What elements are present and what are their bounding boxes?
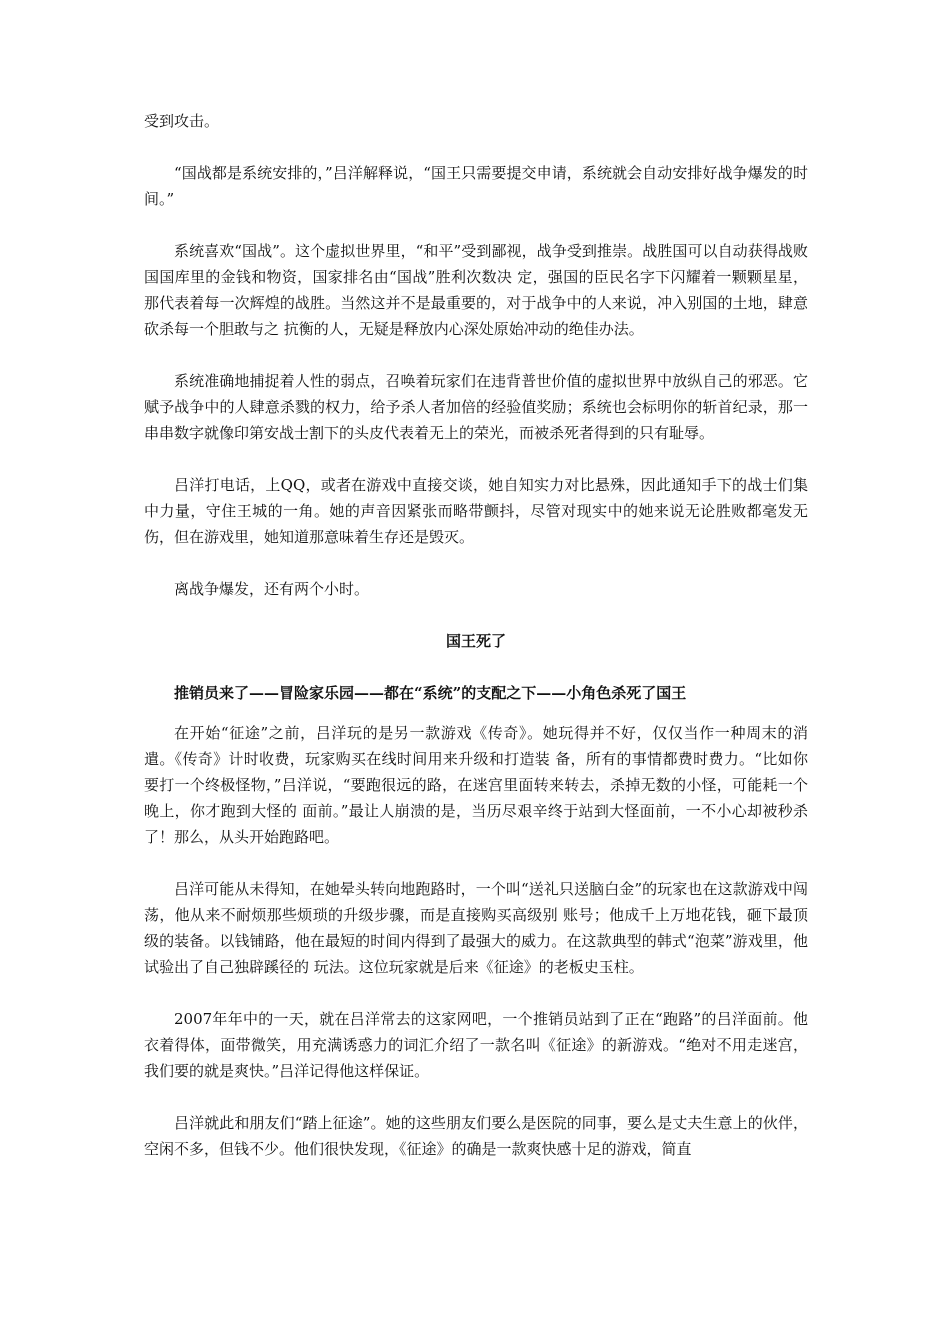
paragraph: 系统准确地捕捉着人性的弱点，召唤着玩家们在违背普世价值的虚拟世界中放纵自己的邪恶。它赋予战争中的人肆意杀戮的权力，给予杀人者加倍的经验值奖励；系统也会标明你的斩首纪录，那一串串数字就像印第安战士割下的头皮代表着无上的荣光，而被杀死者得到的只有耻辱。 — [144, 372, 808, 442]
paragraph: 离战争爆发，还有两个小时。 — [174, 580, 370, 598]
paragraph: 在开始“征途”之前，吕洋玩的是另一款游戏《传奇》。她玩得并不好，仅仅当作一种周末的消遣。《传奇》计时收费，玩家购买在线时间用来升级和打造装 备，所有的事情都费时费力。“比如你要打一个终极怪物，”吕洋说，“要跑很远的路，在迷宫里面转来转去，杀掉无数的小怪，可能耗一个晚上，你才跑到大怪的 面前。”最让人崩溃的是，当历尽艰辛终于站到大怪面前，一不小心却被秒杀了！那么，从头开始跑路吧。 — [144, 724, 808, 846]
paragraph: 系统喜欢“国战”。这个虚拟世界里，“和平”受到鄙视，战争受到推崇。战胜国可以自动获得战败国国库里的金钱和物资，国家排名由“国战”胜利次数决 定，强国的臣民名字下闪耀着一颗颗星星，那代表着每一次辉煌的战胜。当然这并不是最重要的，对于战争中的人来说，冲入别国的土地，肆意砍杀每一个胆敢与之 抗衡的人，无疑是释放内心深处原始冲动的绝佳办法。 — [144, 242, 808, 338]
paragraph-continuation: 受到攻击。 — [144, 112, 220, 130]
section-title: 国王死了 — [445, 632, 506, 650]
paragraph: 吕洋打电话，上QQ，或者在游戏中直接交谈，她自知实力对比悬殊，因此通知手下的战士们集中力量，守住王城的一角。她的声音因紧张而略带颤抖，尽管对现实中的她来说无论胜败都毫发无伤，但在游戏里，她知道那意味着生存还是毁灭。 — [144, 476, 808, 546]
paragraph: 吕洋就此和朋友们“踏上征途”。她的这些朋友们要么是医院的同事，要么是丈夫生意上的伙伴，空闲不多，但钱不少。他们很快发现，《征途》的确是一款爽快感十足的游戏，简直 — [144, 1114, 808, 1158]
paragraph: 吕洋可能从未得知，在她晕头转向地跑路时，一个叫“送礼只送脑白金”的玩家也在这款游戏中闯荡，他从来不耐烦那些烦琐的升级步骤，而是直接购买高级别 账号；他成千上万地花钱，砸下最顶级的装备。以钱铺路，他在最短的时间内得到了最强大的威力。在这款典型的韩式“泡菜”游戏里，他试验出了自己独辟蹊径的 玩法。这位玩家就是后来《征途》的老板史玉柱。 — [144, 880, 808, 976]
document-body — [144, 108, 808, 1188]
paragraph: 2007年年中的一天，就在吕洋常去的这家网吧，一个推销员站到了正在“跑路”的吕洋面前。他衣着得体，面带微笑，用充满诱惑力的词汇介绍了一款名叫《征途》的新游戏。“绝对不用走迷宫，我们要的就是爽快。”吕洋记得他这样保证。 — [144, 1010, 808, 1080]
section-subtitle: 推销员来了——冒险家乐园——都在“系统”的支配之下——小角色杀死了国王 — [174, 684, 687, 702]
paragraph: “国战都是系统安排的，”吕洋解释说，“国王只需要提交申请，系统就会自动安排好战争爆发的时间。” — [144, 164, 808, 208]
